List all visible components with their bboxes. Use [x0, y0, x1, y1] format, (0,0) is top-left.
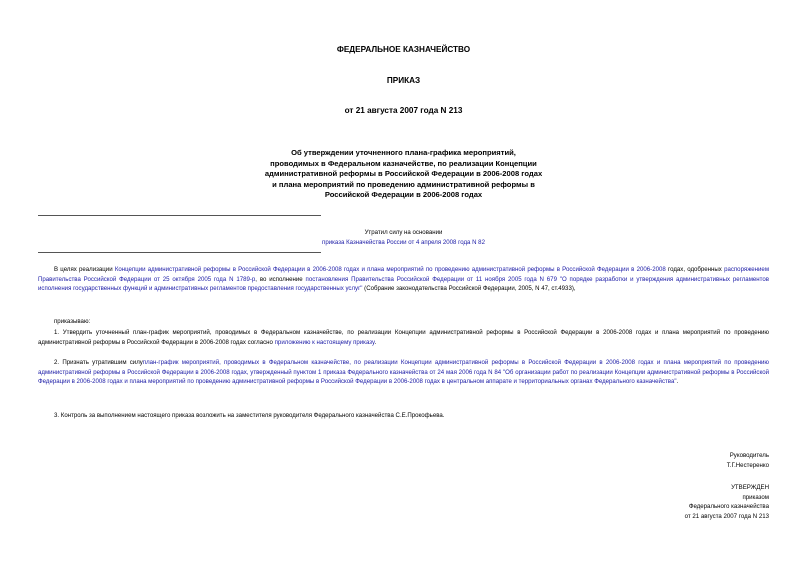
text: , во исполнение [255, 275, 306, 283]
signer-name: Т.Г.Нестеренко [726, 461, 769, 469]
status-text: Утратил силу на основании [364, 229, 443, 236]
title-line: Российской Федерации в 2006-2008 годах [324, 190, 483, 199]
title-line: и плана мероприятий по проведению административной реформы в [272, 179, 535, 189]
title-line: административной реформы в Российской Федерации в 2006-2008 годах [264, 169, 543, 178]
divider-bottom [38, 252, 321, 253]
signer-role: Руководитель [729, 452, 769, 459]
signature-block [560, 451, 769, 470]
approval-line: приказом [742, 493, 769, 501]
text: 1. Утвердить уточненный план-график мероприятий, проводимых в Федеральном казначействе, по реализации Концепции административной реформы в Российской Федерации в 2006-2008 годах и плана мероприятий по проведению административной реформы в Российской Федерации в 2006-2008 годах согласно [38, 329, 769, 346]
status-note [200, 228, 607, 247]
approval-line: УТВЕРЖДЕН [731, 484, 769, 491]
concept-link[interactable]: Концепции административной реформы в Российской Федерации в 2006-2008 годах и плана мероприятий по проведению административной реформы в Российской Федерации в 2006-2008 [114, 266, 666, 273]
text: (Собрание законодательства Российской Федерации, 2005, N 47, ст.4933), [362, 285, 576, 293]
text: . [676, 378, 679, 386]
doc-type: ПРИКАЗ [386, 76, 421, 85]
order-item-1 [38, 328, 769, 347]
text: 2. Признать утратившим силу [54, 359, 143, 366]
approval-line: Федерального казначейства [688, 503, 769, 511]
divider-top [38, 215, 321, 216]
text: годах, одобренных [665, 266, 725, 273]
doc-date-number: от 21 августа 2007 года N 213 [344, 106, 463, 115]
repealed-plan-link[interactable]: план-график мероприятий, проводимых в Федеральном казначействе, по реализации Концепции административной реформы в Российской Федерации в 2006-2008 годах и плана мероприятий по проведению административной реформы в Российской Федерации в 2006-2008 годах, утвержденный пунктом 1 приказа Федерального казначейства от 24 мая 2006 года N 84 "Об организации работ по реализации Концепции административной реформы в Российской Федерации в 2006-2008 годах и плана мероприятий по проведению административной реформы в Российской Федерации в 2006-2008 годах в центральном аппарате и территориальных органах Федерального казначейства" [38, 359, 769, 386]
government-resolution-link[interactable]: постановления Правительства Российской Федерации от 11 ноября 2005 года N 679 "О порядке разработки и утверждения административных регламентов исполнения государственных функций и административных регламентов предоставления государственных услуг" [38, 275, 769, 293]
text: В целях реализации [54, 266, 115, 273]
org-name: ФЕДЕРАЛЬНОЕ КАЗНАЧЕЙСТВО [336, 45, 471, 54]
government-order-link[interactable]: распоряжением Правительства Российской Федерации от 25 октября 2005 года N 1789-р [38, 266, 770, 283]
doc-title [200, 148, 607, 201]
approval-block [560, 483, 769, 521]
text: . [374, 338, 377, 346]
repeal-order-link[interactable]: приказа Казначейства России от 4 апреля 2008 года N 82 [322, 238, 485, 246]
order-item-2 [38, 358, 769, 387]
title-line: проводимых в Федеральном казначействе, по реализации Концепции [270, 158, 537, 168]
preamble-paragraph [38, 265, 769, 294]
order-item-3: 3. Контроль за выполнением настоящего приказа возложить на заместителя руководителя Федерального казначейства С.Е.Прокофьева. [54, 412, 445, 419]
order-word: приказываю: [54, 318, 91, 325]
title-line: Об утверждении уточненного плана-графика мероприятий, [291, 148, 516, 157]
approval-line: от 21 августа 2007 года N 213 [684, 512, 769, 520]
appendix-link[interactable]: приложению к настоящему приказу [274, 338, 375, 346]
